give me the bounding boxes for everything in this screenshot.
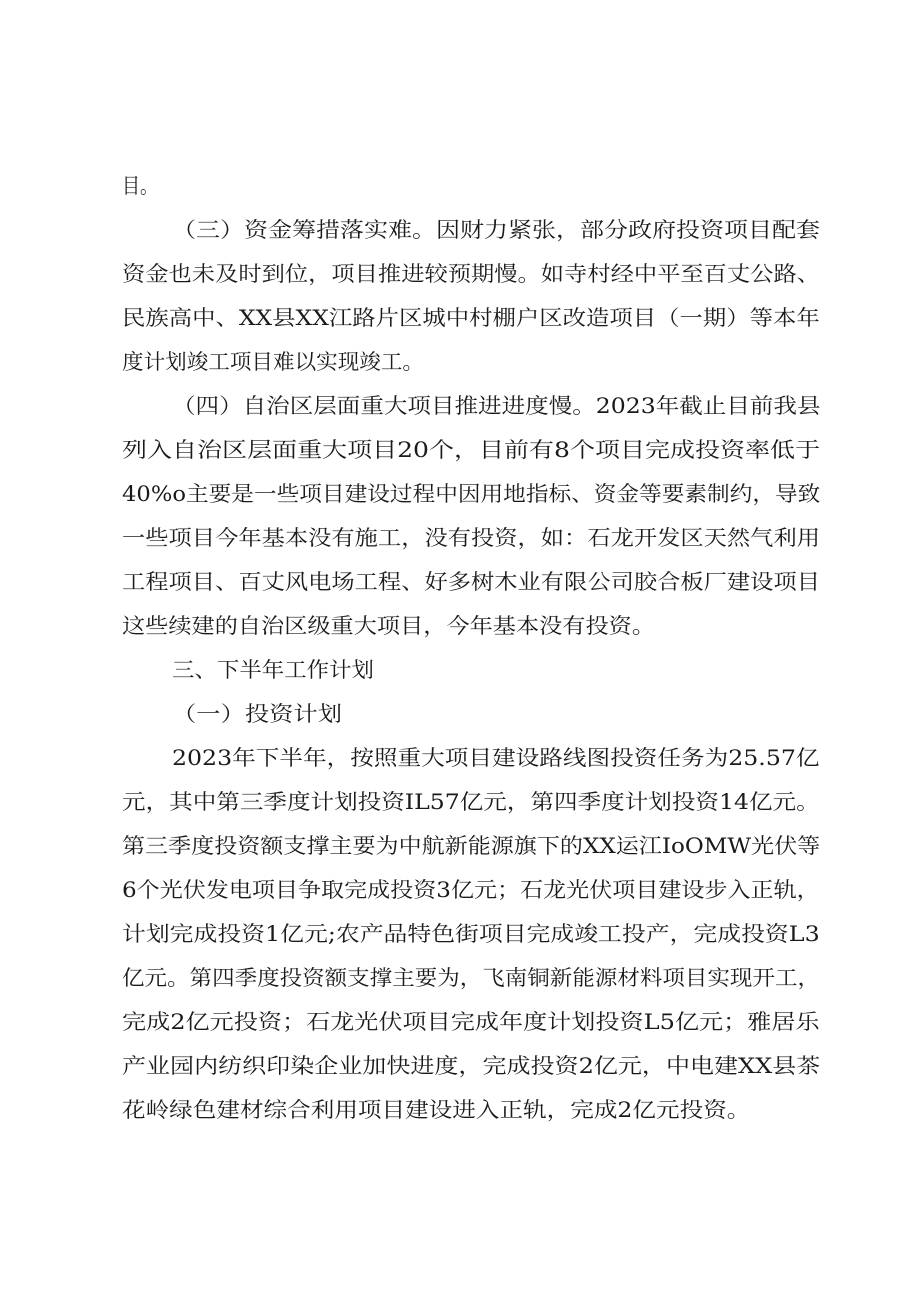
paragraph-line: （三）资金筹措落实难。因财力紧张，部分政府投资项目配套 (172, 218, 821, 242)
paragraph-line: 这些续建的自治区级重大项目，今年基本没有投资。 (122, 614, 655, 638)
paragraph-line: （四）自治区层面重大项目推进进度慢。2023年截止目前我县 (172, 394, 821, 418)
paragraph-line: 列入自治区层面重大项目20个，目前有8个项目完成投资率低于 (122, 438, 821, 462)
paragraph-line: 6个光伏发电项目争取完成投资3亿元；石龙光伏项目建设步入正轨， (122, 878, 820, 902)
paragraph-line: 计划完成投资1亿元;农产品特色街项目完成竣工投产，完成投资L3 (122, 922, 820, 946)
paragraph-line: 2023年下半年，按照重大项目建设路线图投资任务为25.57亿 (172, 746, 820, 770)
subsection-heading: （一）投资计划 (172, 702, 343, 726)
section-heading: 三、下半年工作计划 (172, 658, 375, 682)
paragraph-line: 40%o主要是一些项目建设过程中因用地指标、资金等要素制约，导致 (122, 482, 821, 506)
paragraph-line: 亿元。第四季度投资额支撑主要为，飞南铜新能源材料项目实现开工， (122, 966, 821, 990)
paragraph-line: 度计划竣工项目难以实现竣工。 (122, 350, 424, 374)
paragraph-line: 目。 (122, 174, 158, 198)
paragraph-line: 工程项目、百丈风电场工程、好多树木业有限公司胶合板厂建设项目 (122, 570, 820, 594)
paragraph-line: 民族高中、XX县XX江路片区城中村棚户区改造项目（一期）等本年 (122, 306, 820, 330)
paragraph-line: 元，其中第三季度计划投资IL57亿元，第四季度计划投资14亿元。 (122, 790, 820, 814)
paragraph-line: 一些项目今年基本没有施工，没有投资，如：石龙开发区天然气利用 (122, 526, 820, 550)
paragraph-line: 花岭绿色建材综合利用项目建设进入正轨，完成2亿元投资。 (122, 1098, 751, 1122)
paragraph-line: 产业园内纺织印染企业加快进度，完成投资2亿元，中电建XX县茶 (122, 1054, 821, 1078)
paragraph-line: 完成2亿元投资；石龙光伏项目完成年度计划投资L5亿元；雅居乐 (122, 1010, 820, 1034)
paragraph-line: 资金也未及时到位，项目推进较预期慢。如寺村经中平至百丈公路、 (122, 262, 820, 286)
paragraph-line: 第三季度投资额支撑主要为中航新能源旗下的XX运江IoOMW光伏等 (122, 834, 821, 858)
